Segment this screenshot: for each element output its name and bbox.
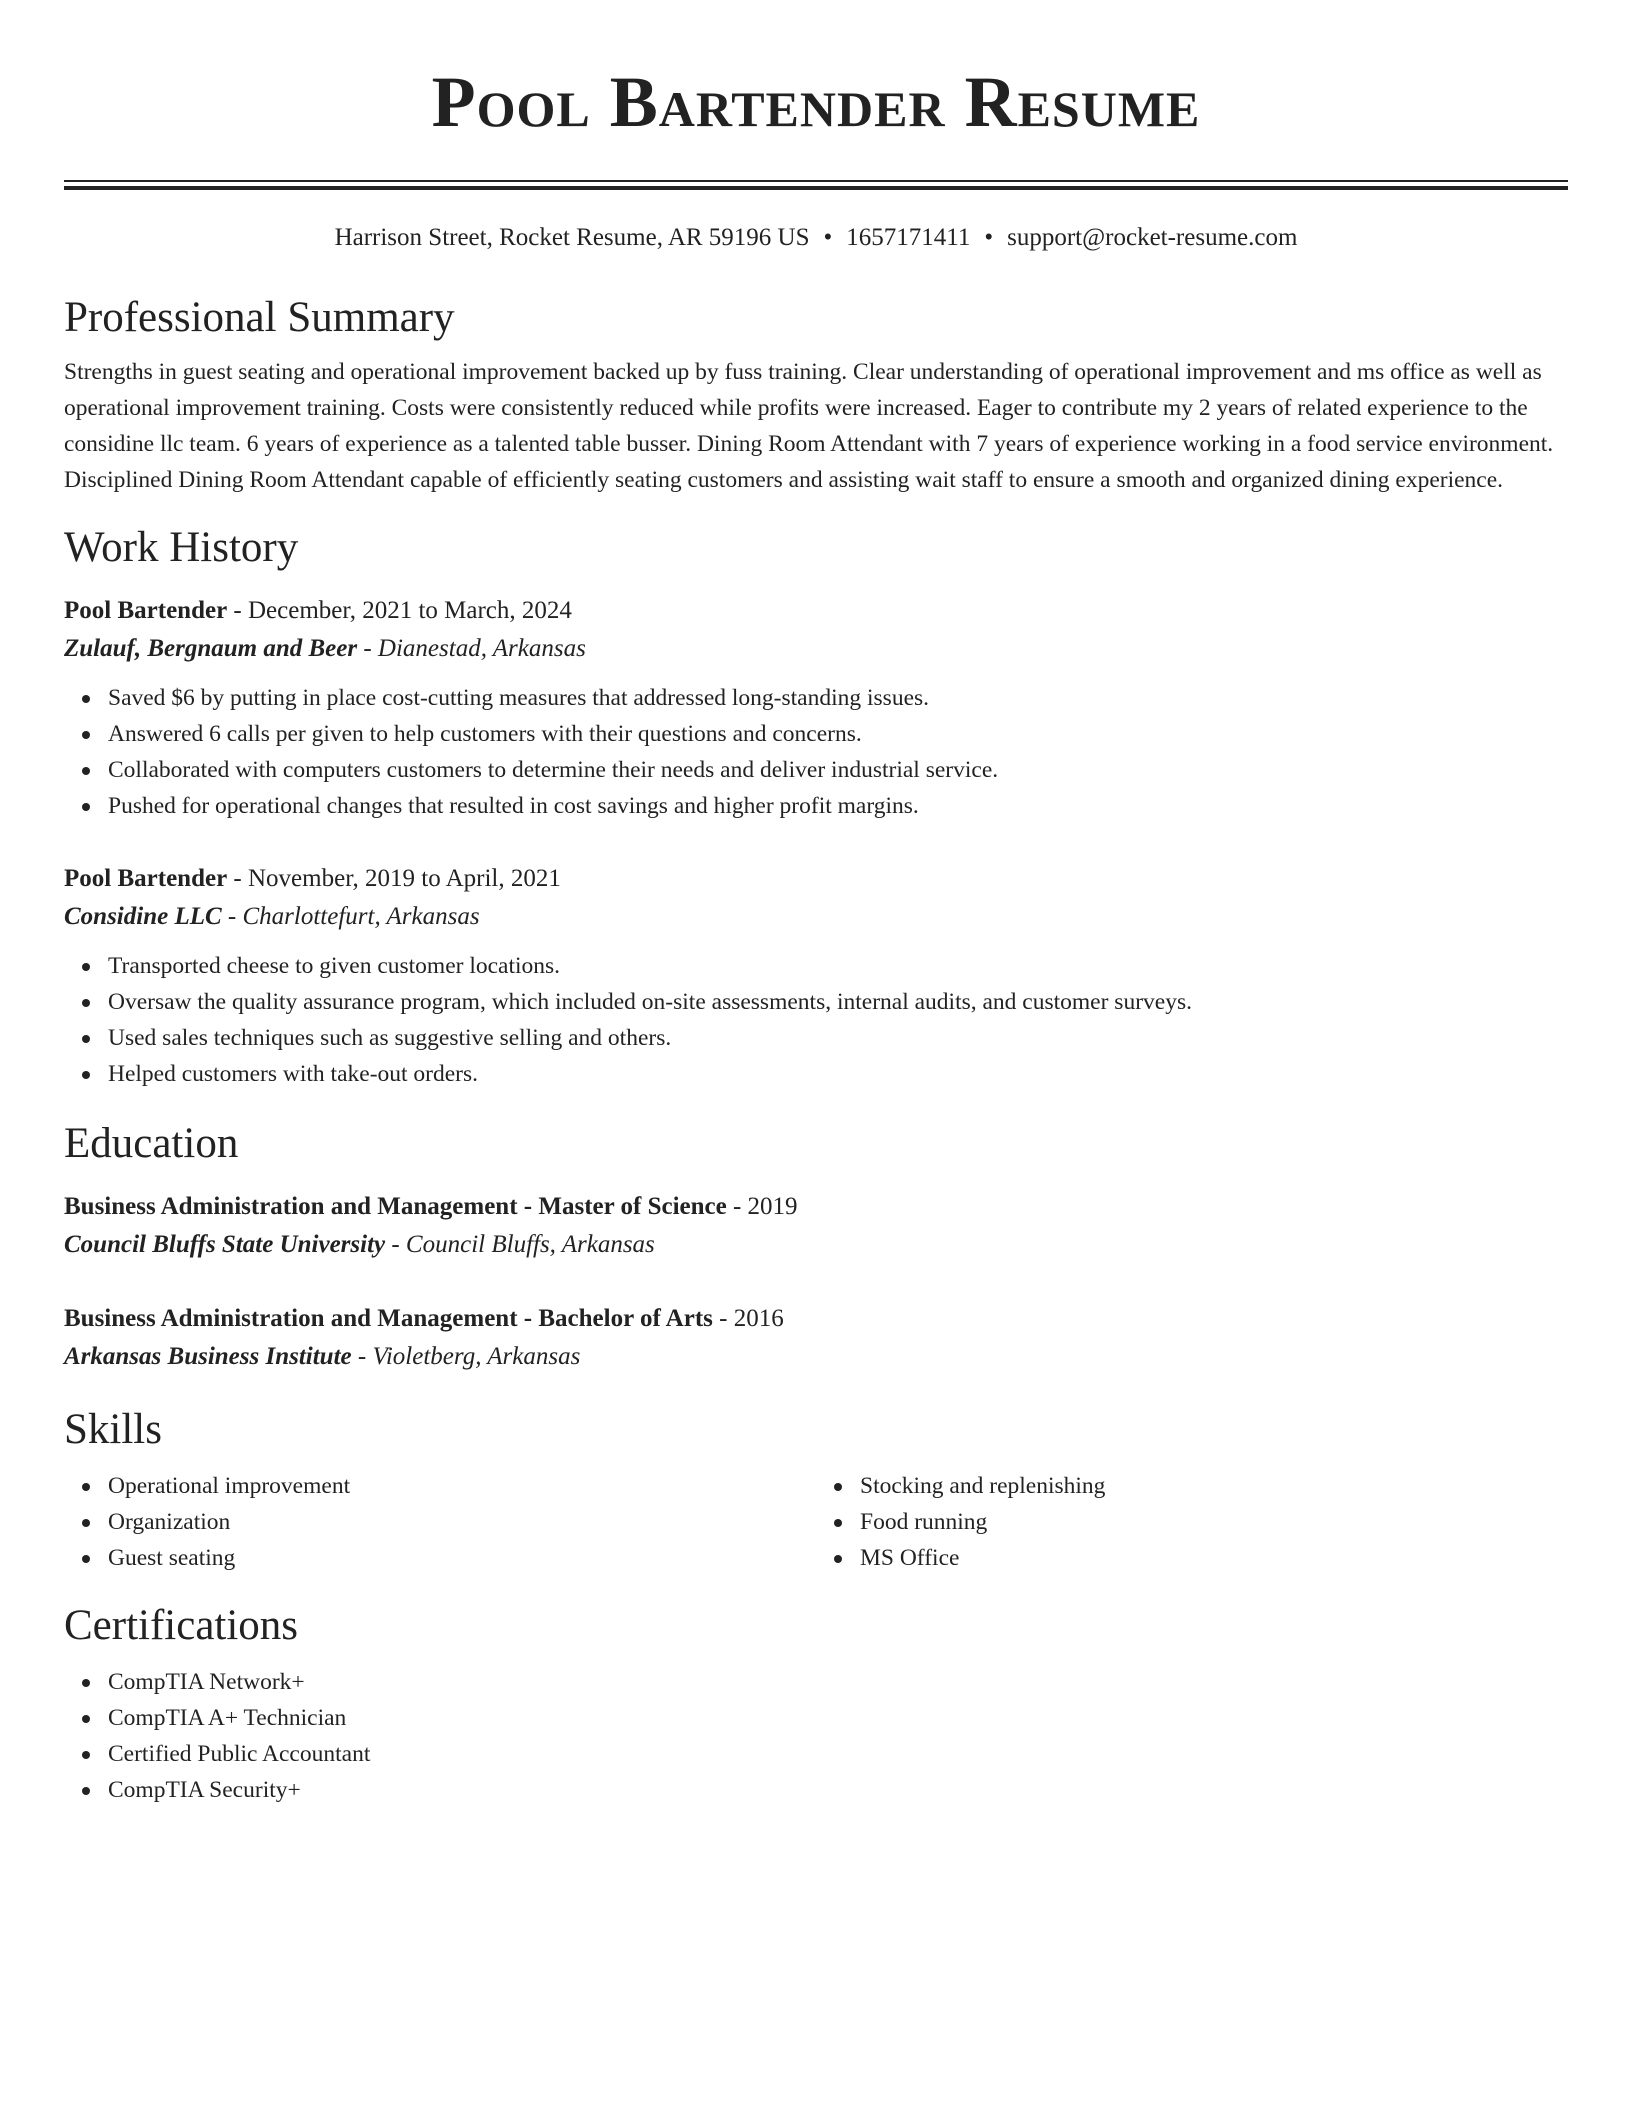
degree-line: [64, 1300, 1568, 1338]
job-bullets: [64, 948, 1568, 1092]
degree-name: Business Administration and Management - Master of Science: [64, 1193, 727, 1220]
job-company: Zulauf, Bergnaum and Beer: [64, 635, 358, 662]
list-item: Organization: [108, 1504, 816, 1540]
list-item: Operational improvement: [108, 1468, 816, 1504]
job-dates: - November, 2019 to April, 2021: [227, 865, 561, 892]
job-title: Pool Bartender: [64, 865, 228, 892]
skills-column-right: [816, 1468, 1568, 1576]
skills-section: [64, 1404, 1568, 1576]
list-item: Stocking and replenishing: [860, 1468, 1568, 1504]
list-item: Oversaw the quality assurance program, which included on-site assessments, internal audits, and customer surveys.: [108, 984, 1568, 1020]
resume-title: Pool Bartender Resume: [431, 62, 1201, 142]
job-entry: [64, 860, 1568, 1092]
job-location: - Dianestad, Arkansas: [357, 635, 586, 662]
job-company-line: [64, 898, 1568, 936]
education-entry: [64, 1300, 1568, 1376]
school-line: [64, 1226, 1568, 1264]
list-item: CompTIA Network+: [108, 1664, 1568, 1700]
list-item: Helped customers with take-out orders.: [108, 1056, 1568, 1092]
skills-heading: Skills: [64, 1406, 162, 1453]
education-heading: Education: [64, 1120, 239, 1167]
job-bullets: [64, 680, 1568, 824]
contact-separator: •: [984, 224, 994, 251]
job-title-line: [64, 860, 1568, 898]
degree-name: Business Administration and Management - Bachelor of Arts: [64, 1305, 713, 1332]
education-section: [64, 1118, 1568, 1376]
job-location: - Charlottefurt, Arkansas: [221, 903, 480, 930]
degree-year: - 2016: [712, 1305, 784, 1332]
contact-separator: •: [823, 224, 833, 251]
contact-phone: 1657171411: [846, 224, 971, 251]
degree-year: - 2019: [726, 1193, 798, 1220]
list-item: Guest seating: [108, 1540, 816, 1576]
work-history-section: [64, 522, 1568, 1092]
school-location: - Violetberg, Arkansas: [351, 1343, 581, 1370]
job-company-line: [64, 630, 1568, 668]
contact-address: Harrison Street, Rocket Resume, AR 59196 US: [334, 224, 810, 251]
job-company: Considine LLC: [64, 903, 222, 930]
school-line: [64, 1338, 1568, 1376]
certifications-list: [64, 1664, 1568, 1808]
job-title: Pool Bartender: [64, 597, 228, 624]
certifications-heading: Certifications: [64, 1602, 299, 1649]
job-dates: - December, 2021 to March, 2024: [227, 597, 572, 624]
summary-heading: Professional Summary: [64, 294, 455, 341]
list-item: Certified Public Accountant: [108, 1736, 1568, 1772]
skills-column-left: [64, 1468, 816, 1576]
list-item: Pushed for operational changes that resulted in cost savings and higher profit margins.: [108, 788, 1568, 824]
list-item: Answered 6 calls per given to help customers with their questions and concerns.: [108, 716, 1568, 752]
skills-grid: [64, 1468, 1568, 1576]
summary-section: [64, 292, 1568, 498]
job-entry: [64, 592, 1568, 824]
list-item: CompTIA Security+: [108, 1772, 1568, 1808]
list-item: Food running: [860, 1504, 1568, 1540]
list-item: Transported cheese to given customer locations.: [108, 948, 1568, 984]
school-name: Council Bluffs State University: [64, 1231, 386, 1258]
summary-text: Strengths in guest seating and operational improvement backed up by fuss training. Clear understanding of operational improvement and ms office as well as operational improvement training. Costs were consistently reduced while profits were increased. Eager to contribute my 2 years of related experience to the considine llc team. 6 years of experience as a talented table busser. Dining Room Attendant with 7 years of experience working in a food service environment. Disciplined Dining Room Attendant capable of efficiently seating customers and assisting wait staff to ensure a smooth and organized dining experience.: [64, 359, 1554, 493]
certifications-section: [64, 1600, 1568, 1808]
school-name: Arkansas Business Institute: [64, 1343, 352, 1370]
list-item: CompTIA A+ Technician: [108, 1700, 1568, 1736]
education-entry: [64, 1188, 1568, 1264]
contact-email: support@rocket-resume.com: [1007, 224, 1298, 251]
title-divider: [64, 180, 1568, 190]
list-item: Collaborated with computers customers to determine their needs and deliver industrial service.: [108, 752, 1568, 788]
degree-line: [64, 1188, 1568, 1226]
list-item: MS Office: [860, 1540, 1568, 1576]
list-item: Used sales techniques such as suggestive selling and others.: [108, 1020, 1568, 1056]
job-title-line: [64, 592, 1568, 630]
contact-line: [64, 222, 1568, 254]
school-location: - Council Bluffs, Arkansas: [385, 1231, 655, 1258]
list-item: Saved $6 by putting in place cost-cutting measures that addressed long-standing issues.: [108, 680, 1568, 716]
work-history-heading: Work History: [64, 524, 299, 571]
